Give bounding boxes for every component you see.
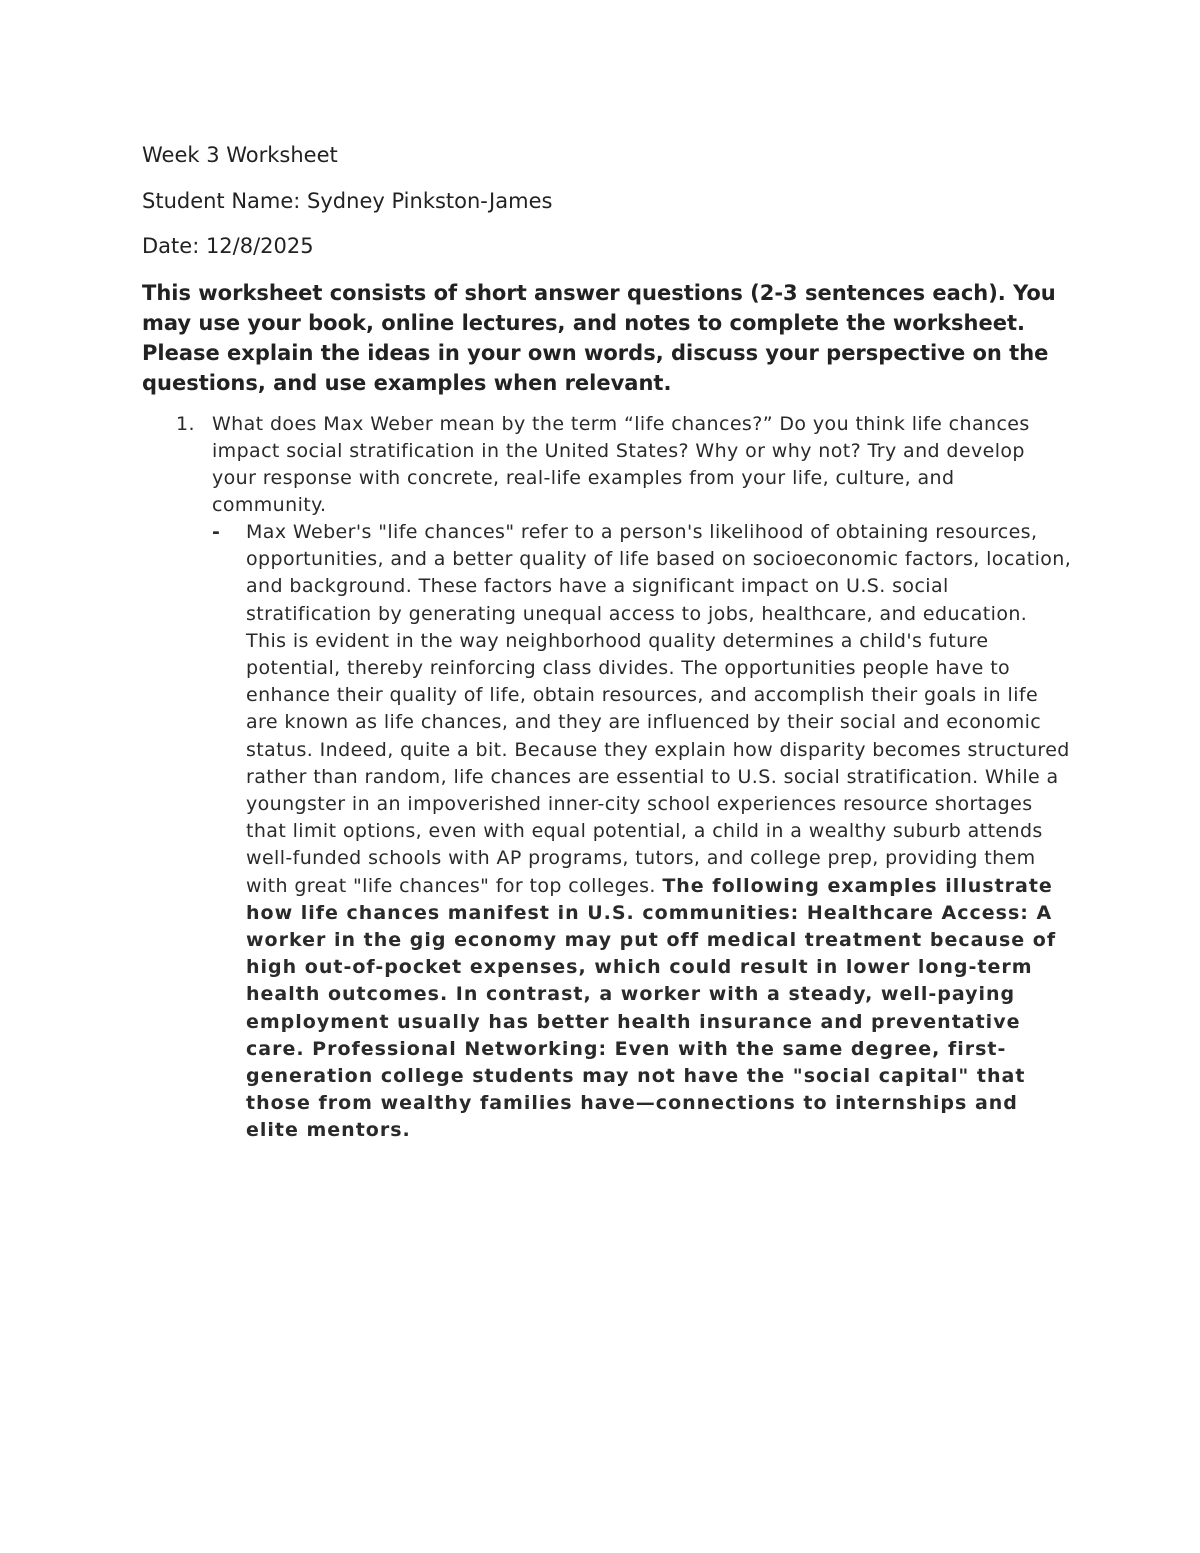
answer-1 (212, 519, 1072, 1145)
question-number: 1. (176, 413, 195, 435)
date-line: Date: 12/8/2025 (142, 234, 314, 258)
student-name-line: Student Name: Sydney Pinkston-James (142, 189, 553, 213)
document-title: Week 3 Worksheet (142, 143, 338, 167)
question-1 (142, 411, 1072, 1145)
question-list (142, 411, 1072, 1145)
answer-text-regular: Max Weber's "life chances" refer to a person's likelihood of obtaining resources, opportunities, and a better quality of life based on socioeconomic factors, location, and background. These factors have a significant impact on U.S. social stratification by generating unequal access to jobs, healthcare, and education. This is evident in the way neighborhood quality determines a child's future potential, thereby reinforcing class divides. The opportunities people have to enhance their quality of life, obtain resources, and accomplish their goals in life are known as life chances, and they are influenced by their social and economic status. Indeed, quite a bit. Because they explain how disparity becomes structured rather than random, life chances are essential to U.S. social stratification. While a youngster in an impoverished inner-city school experiences resource shortages that limit options, even with equal potential, a child in a wealthy suburb attends well-funded schools with AP programs, tutors, and college prep, providing them with great "life chances" for top colleges. (246, 521, 1072, 897)
instructions-paragraph: This worksheet consists of short answer questions (2-3 sentences each). You may use your book, online lectures, and notes to complete the worksheet. Please explain the ideas in your own words, discuss your perspective on the questions, and use examples when relevant. (142, 281, 1056, 395)
question-text: What does Max Weber mean by the term “life chances?” Do you think life chances impact social stratification in the United States? Why or why not? Try and develop your response with concrete, real-life examples from your life, culture, and community. (212, 413, 1030, 516)
answer-text-bold: The following examples illustrate how life chances manifest in U.S. communities: Healthcare Access: A worker in the gig economy may put off medical treatment because of high out-of-pocket expenses, which could result in lower long-term health outcomes. In contrast, a worker with a steady, well-paying employment usually has better health insurance and preventative care. Professional Networking: Even with the same degree, first-generation college students may not have the "social capital" that those from wealthy families have—connections to internships and elite mentors. (246, 874, 1057, 1142)
dash-bullet: - (212, 521, 221, 543)
